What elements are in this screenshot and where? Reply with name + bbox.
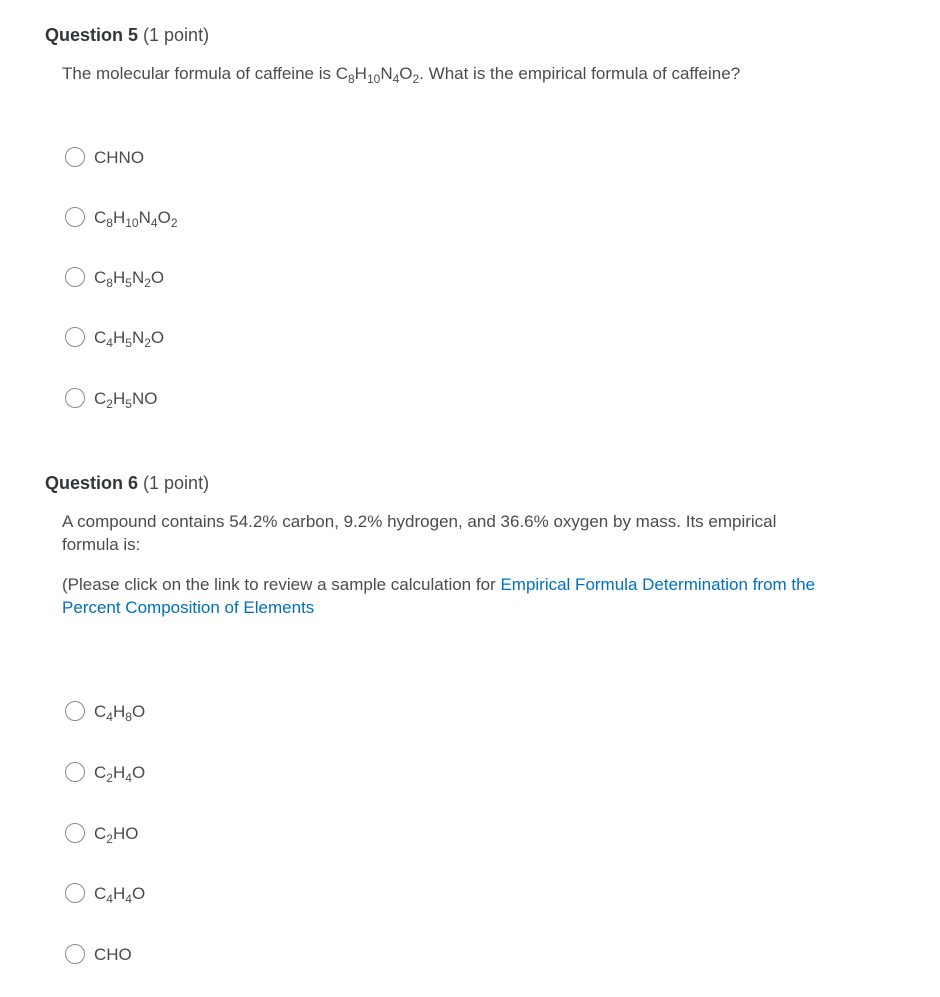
- formula-subscript: 10: [366, 72, 381, 86]
- formula-subscript: 4: [150, 216, 158, 230]
- formula-element: O: [157, 208, 171, 227]
- formula-element: H: [112, 389, 126, 408]
- formula-element: C: [335, 64, 348, 83]
- formula-element: O: [131, 702, 146, 721]
- answer-label[interactable]: [94, 206, 178, 229]
- question-title: Question 6: [45, 473, 139, 493]
- formula-element: C: [94, 702, 107, 721]
- formula-subscript: 8: [125, 710, 132, 724]
- formula-element: O: [399, 64, 413, 83]
- question-text-after: . What is the empirical formula of caffeine?: [419, 64, 741, 83]
- formula-element: O: [150, 268, 165, 287]
- formula-element: H: [112, 268, 126, 287]
- formula-element: C: [94, 884, 107, 903]
- formula-element: H: [354, 64, 367, 83]
- radio-button[interactable]: [65, 701, 85, 721]
- question-header: [45, 470, 209, 496]
- formula-subscript: 2: [170, 216, 178, 230]
- radio-button[interactable]: [65, 147, 85, 167]
- review-note-prefix: (Please click on the link to review a sample calculation for: [62, 575, 501, 594]
- formula-subscript: 5: [125, 276, 132, 290]
- formula-element: N: [380, 64, 393, 83]
- formula-subscript: 4: [106, 336, 113, 350]
- formula-subscript: 2: [412, 72, 420, 86]
- formula-element: C: [94, 389, 107, 408]
- formula-element: C: [94, 268, 107, 287]
- formula-element: H: [112, 884, 126, 903]
- formula-subscript: 4: [392, 72, 400, 86]
- formula-element: H: [112, 763, 126, 782]
- review-note: [62, 573, 822, 619]
- radio-button[interactable]: [65, 267, 85, 287]
- radio-button[interactable]: [65, 823, 85, 843]
- formula-subscript: 4: [106, 892, 113, 906]
- answer-label[interactable]: [94, 761, 145, 784]
- formula-element: O: [131, 884, 146, 903]
- formula-element: N: [131, 268, 145, 287]
- formula-subscript: 2: [106, 771, 113, 785]
- formula-element: HO: [112, 824, 139, 843]
- formula-subscript: 2: [144, 276, 151, 290]
- formula-subscript: 2: [106, 397, 113, 411]
- formula-element: N: [138, 208, 151, 227]
- radio-button[interactable]: [65, 207, 85, 227]
- radio-button[interactable]: [65, 327, 85, 347]
- formula-subscript: 8: [106, 216, 113, 230]
- formula-element: CHNO: [94, 148, 145, 167]
- question-text: A compound contains 54.2% carbon, 9.2% hydrogen, and 36.6% oxygen by mass. Its empirical formula is:: [62, 512, 777, 554]
- formula-element: H: [112, 208, 126, 227]
- formula-subscript: 10: [125, 216, 139, 230]
- formula-subscript: 5: [125, 336, 132, 350]
- formula-subscript: 8: [347, 72, 355, 86]
- formula-element: C: [94, 208, 107, 227]
- formula-subscript: 5: [125, 397, 132, 411]
- formula-element: H: [112, 702, 126, 721]
- empirical-formula-link[interactable]: Empirical Formula Determination from the Percent Composition of Elements: [62, 575, 816, 617]
- formula-element: CHO: [94, 945, 132, 964]
- question-title: Question 5: [45, 25, 139, 45]
- answer-label[interactable]: [94, 146, 144, 169]
- formula-element: O: [150, 328, 165, 347]
- answer-label[interactable]: [94, 700, 145, 723]
- formula-element: O: [131, 763, 146, 782]
- answer-label[interactable]: [94, 266, 164, 289]
- formula-subscript: 2: [106, 832, 113, 846]
- caffeine-formula: [335, 64, 420, 86]
- radio-button[interactable]: [65, 944, 85, 964]
- formula-element: C: [94, 763, 107, 782]
- formula-subscript: 2: [144, 336, 151, 350]
- radio-button[interactable]: [65, 883, 85, 903]
- formula-subscript: 4: [106, 710, 113, 724]
- radio-button[interactable]: [65, 388, 85, 408]
- formula-element: NO: [131, 389, 158, 408]
- answer-label[interactable]: [94, 822, 138, 845]
- answer-label[interactable]: [94, 943, 132, 966]
- formula-element: C: [94, 328, 107, 347]
- answer-label[interactable]: [94, 387, 157, 410]
- question-text-before: The molecular formula of caffeine is: [62, 64, 336, 83]
- formula-subscript: 4: [125, 771, 132, 785]
- formula-subscript: 4: [125, 892, 132, 906]
- question-text: [62, 62, 822, 85]
- answer-label[interactable]: [94, 882, 145, 905]
- formula-subscript: 8: [106, 276, 113, 290]
- radio-button[interactable]: [65, 762, 85, 782]
- formula-element: H: [112, 328, 126, 347]
- question-points: (1 point): [143, 473, 210, 493]
- question-points: (1 point): [143, 25, 210, 45]
- formula-element: N: [131, 328, 145, 347]
- formula-element: C: [94, 824, 107, 843]
- question-header: [45, 22, 209, 48]
- answer-label[interactable]: [94, 326, 164, 349]
